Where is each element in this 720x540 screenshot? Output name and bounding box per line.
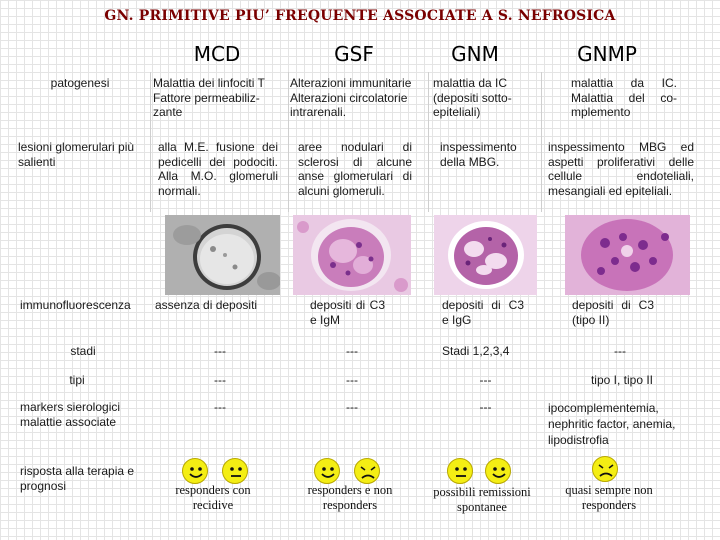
- slide-title: GN. PRIMITIVE PIU’ FREQUENTE ASSOCIATE A S. NEFROSICA: [104, 8, 616, 24]
- cell-markers-mcd: ---: [214, 400, 226, 414]
- cell-stadi-gnm: Stadi 1,2,3,4: [442, 344, 510, 358]
- happy-face-icon: [314, 458, 340, 484]
- cell-patogenesi-gnmp: malattia da IC. Malattia del co-mplemento: [571, 76, 677, 119]
- cell-immuno-gnm: depositi di C3 e IgG: [442, 298, 524, 327]
- column-header-gnmp: GNMP: [577, 42, 637, 66]
- cell-lesioni-gnm: inspessimento della MBG.: [440, 140, 517, 169]
- neutral-face-icon: [222, 458, 248, 484]
- row-label-stadi: stadi: [70, 344, 96, 358]
- cell-patogenesi-gsf: Alterazioni immunitarie Alterazioni circolatorie intrarenali.: [290, 76, 412, 119]
- cell-risposta-mcd: responders con recidive: [175, 483, 251, 512]
- cell-risposta-gnmp: quasi sempre non responders: [565, 483, 653, 512]
- row-label-markers: markers sierologici malattie associate: [20, 400, 121, 429]
- column-divider: [288, 72, 289, 212]
- cell-markers-gsf: ---: [346, 400, 358, 414]
- cell-immuno-gnmp: depositi di C3 (tipo II): [572, 298, 654, 327]
- cell-stadi-gnmp: ---: [614, 344, 626, 358]
- cell-risposta-gnm: possibili remissioni spontanee: [433, 485, 531, 514]
- cell-stadi-mcd: ---: [214, 344, 226, 358]
- cell-tipi-mcd: ---: [214, 373, 226, 387]
- cell-markers-gnm: ---: [479, 400, 492, 414]
- happy-face-icon: [182, 458, 208, 484]
- cell-patogenesi-mcd: Malattia dei linfociti T Fattore permeabiliz-zante: [153, 76, 265, 119]
- cell-risposta-gsf: responders e non responders: [307, 483, 393, 512]
- column-header-mcd: MCD: [193, 42, 241, 66]
- column-header-gnm: GNM: [451, 42, 499, 66]
- happy-face-icon: [485, 458, 511, 484]
- micrograph-gsf: [293, 215, 411, 295]
- row-label-tipi: tipi: [69, 373, 85, 387]
- cell-stadi-gsf: ---: [346, 344, 358, 358]
- micrograph-mcd: [165, 215, 280, 295]
- cell-tipi-gnmp: tipo I, tipo II: [590, 373, 654, 387]
- column-divider: [150, 72, 151, 212]
- sad-face-icon: [592, 456, 618, 482]
- column-header-gsf: GSF: [334, 42, 374, 66]
- cell-immuno-gsf: depositi di C3 e IgM: [310, 298, 385, 327]
- cell-lesioni-mcd: alla M.E. fusione dei pedicelli dei podociti. Alla M.O. glomeruli normali.: [158, 140, 278, 198]
- cell-tipi-gnm: ---: [479, 373, 492, 387]
- row-label-lesioni: lesioni glomerulari più salienti: [18, 140, 135, 169]
- cell-patogenesi-gnm: malattia da IC (depositi sotto-epiteliali): [433, 76, 512, 119]
- row-label-risposta: risposta alla terapia e prognosi: [20, 464, 135, 493]
- sad-face-icon: [354, 458, 380, 484]
- row-label-patogenesi: patogenesi: [50, 76, 110, 90]
- cell-lesioni-gsf: aree nodulari di sclerosi di alcune anse glomerulari di alcuni glomeruli.: [298, 140, 412, 198]
- cell-immuno-mcd: assenza di depositi: [155, 298, 258, 312]
- column-divider: [541, 72, 542, 212]
- cell-lesioni-gnmp: inspessimento MBG ed aspetti proliferativi delle cellule endoteliali, mesangiali ed epiteliali.: [548, 140, 694, 198]
- cell-markers-gnmp: ipocomplementemia, nephritic factor, anemia, lipodistrofia: [548, 401, 676, 447]
- micrograph-gnm: [434, 215, 537, 295]
- cell-tipi-gsf: ---: [346, 373, 358, 387]
- micrograph-gnmp: [565, 215, 690, 295]
- neutral-face-icon: [447, 458, 473, 484]
- row-label-immuno: immunofluorescenza: [20, 298, 131, 312]
